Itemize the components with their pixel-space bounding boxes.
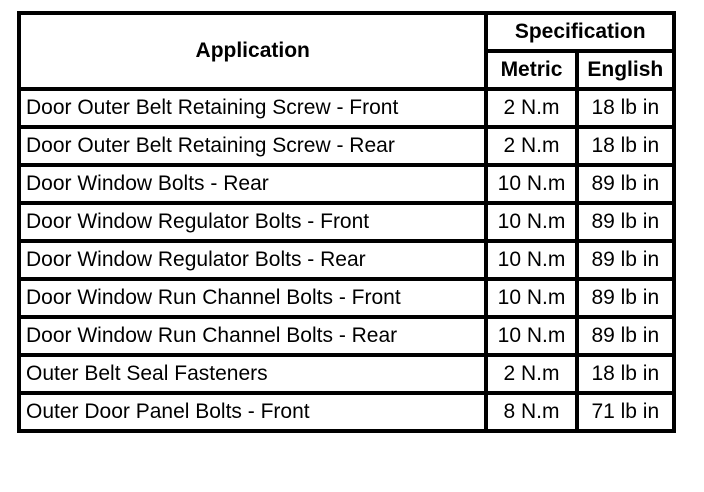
application-cell: Door Window Regulator Bolts - Rear bbox=[19, 241, 486, 279]
application-cell: Door Outer Belt Retaining Screw - Front bbox=[19, 89, 486, 127]
english-cell: 18 lb in bbox=[577, 127, 674, 165]
metric-cell: 2 N.m bbox=[486, 355, 576, 393]
metric-header: Metric bbox=[486, 51, 576, 89]
table-row bbox=[19, 203, 674, 241]
table-header bbox=[19, 13, 674, 89]
metric-cell: 10 N.m bbox=[486, 317, 576, 355]
metric-cell: 10 N.m bbox=[486, 279, 576, 317]
english-cell: 89 lb in bbox=[577, 279, 674, 317]
table-row bbox=[19, 165, 674, 203]
table-row bbox=[19, 127, 674, 165]
table-row bbox=[19, 279, 674, 317]
english-cell: 89 lb in bbox=[577, 241, 674, 279]
application-cell: Door Window Run Channel Bolts - Front bbox=[19, 279, 486, 317]
english-cell: 89 lb in bbox=[577, 317, 674, 355]
application-cell: Door Outer Belt Retaining Screw - Rear bbox=[19, 127, 486, 165]
table-row bbox=[19, 393, 674, 431]
metric-cell: 2 N.m bbox=[486, 89, 576, 127]
english-cell: 89 lb in bbox=[577, 203, 674, 241]
application-cell: Door Window Run Channel Bolts - Rear bbox=[19, 317, 486, 355]
application-cell: Door Window Bolts - Rear bbox=[19, 165, 486, 203]
english-cell: 89 lb in bbox=[577, 165, 674, 203]
metric-cell: 8 N.m bbox=[486, 393, 576, 431]
table-row bbox=[19, 317, 674, 355]
english-header: English bbox=[577, 51, 674, 89]
metric-cell: 10 N.m bbox=[486, 241, 576, 279]
table-row bbox=[19, 89, 674, 127]
metric-cell: 10 N.m bbox=[486, 203, 576, 241]
application-header: Application bbox=[19, 13, 486, 89]
english-cell: 18 lb in bbox=[577, 89, 674, 127]
application-cell: Outer Belt Seal Fasteners bbox=[19, 355, 486, 393]
application-cell: Outer Door Panel Bolts - Front bbox=[19, 393, 486, 431]
metric-cell: 10 N.m bbox=[486, 165, 576, 203]
specification-header: Specification bbox=[486, 13, 674, 51]
header-row-top bbox=[19, 13, 674, 51]
table-body bbox=[19, 89, 674, 431]
specification-table bbox=[17, 11, 676, 433]
application-cell: Door Window Regulator Bolts - Front bbox=[19, 203, 486, 241]
table-row bbox=[19, 355, 674, 393]
metric-cell: 2 N.m bbox=[486, 127, 576, 165]
english-cell: 71 lb in bbox=[577, 393, 674, 431]
table-row bbox=[19, 241, 674, 279]
english-cell: 18 lb in bbox=[577, 355, 674, 393]
